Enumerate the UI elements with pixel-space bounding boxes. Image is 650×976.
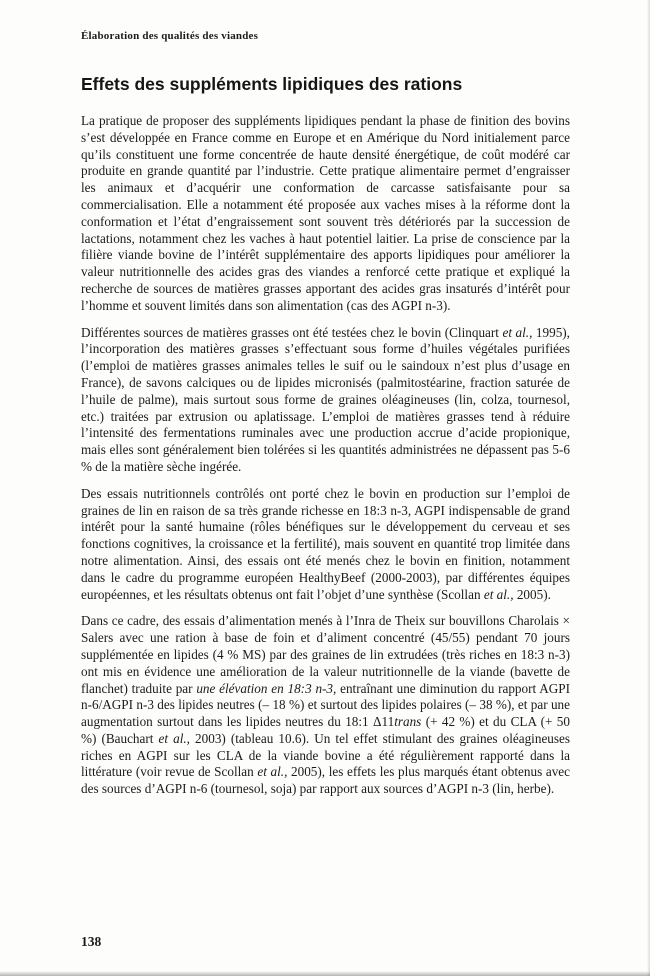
body-paragraphs <box>81 113 570 798</box>
italic-segment: une élévation en 18:3 n-3, <box>196 680 337 696</box>
text-segment: (+ 42 %) et du CLA (+ 50 %) (Bauchart <box>81 714 570 746</box>
italic-segment: trans <box>394 714 422 730</box>
italic-segment: et al., <box>158 730 190 746</box>
paragraph-3 <box>81 486 570 604</box>
paragraph-4 <box>81 613 570 798</box>
text-segment: 1995), l’incorporation des matières grasses s’effectuant sous forme d’huiles végétales purifiées (l’emploi de matières grasses animales telles le suif ou le saindoux n’est plus d’usage en France), de savons calciques ou de lipides micronisés (palmitostéarine, fraction saturée de l’huile de palme), mais surtout sous forme de graines oléagineuses (lin, colza, tournesol, etc.) traitées par extrusion ou aplatissage. L’emploi de matières grasses tend à réduire l’intensité des fermentations ruminales avec une production accrue d’acide propionique, mais elles sont généralement bien tolérées si les quantités administrées ne dépassent pas 5-6 % de la matière sèche ingérée. <box>81 324 570 474</box>
paragraph-1 <box>81 113 570 315</box>
page-content <box>81 0 570 808</box>
italic-segment: et al., <box>502 324 533 340</box>
page-number: 138 <box>81 934 102 949</box>
running-header: Élaboration des qualités des viandes <box>81 30 259 42</box>
text-segment: Des essais nutritionnels contrôlés ont porté chez le bovin en production sur l’emploi de graines de lin en raison de sa très grande richesse en 18:3 n-3, AGPI indispensable de grand intérêt pour la santé humaine (rôles bénéfiques sur le développement du cerveau et ses fonctions cognitives, la croissance et la fertilité), mais souvent en quantité trop limitée dans notre alimentation. Ainsi, des essais ont été menés chez le bovin en finition, notamment dans le cadre du programme européen HealthyBeef (2000-2003), par différentes équipes européennes, et les résultats obtenus ont fait l’objet d’une synthèse (Scollan <box>81 485 570 602</box>
text-segment: Différentes sources de matières grasses ont été testées chez le bovin (Clinquart <box>81 324 503 340</box>
text-segment: La pratique de proposer des suppléments lipidiques pendant la phase de finition des bovins s’est développée en France comme en Europe et en Amérique du Nord initialement parce qu’ils constituent une forme concentrée de haute densité énergétique, de coût modéré car produite en grande quantité par l’industrie. Cette pratique alimentaire permet d’engraisser les animaux et d’acquérir une conformation de carcasse satisfaisante pour sa commercialisation. Elle a notamment été proposée aux vaches mises à la réforme dont la conformation et l’état d’engraissement sont souvent très détériorés par la succession de lactations, notamment chez les vaches à haut potentiel laitier. La prise de conscience par la filière viande bovine de l’intérêt supplémentaire des apports lipidiques pour améliorer la valeur nutritionnelle des acides gras des viandes a renforcé cette pratique et expliqué la recherche de sources de matières grasses apportant des acides gras insaturés d’intérêt pour l’homme et souvent limités dans son alimentation (cas des AGPI n-3). <box>81 113 570 313</box>
text-segment: Dans ce cadre, des essais d’alimentation menés à l’Inra de Theix sur bouvillons Charolais × Salers avec une ration à base de foin et d’aliment concentré (45/55) pendant 70 jours supplémentée en lipides (4 % MS) par des graines de lin extrudées (très riches en 18:3 n-3) ont mis en évidence une amélioration de la valeur nutritionnelle de la viande (bavette de flanchet) traduite par <box>81 613 570 696</box>
section-title: Effets des suppléments lipidiques des rations <box>81 74 463 94</box>
italic-segment: et al., <box>483 586 514 602</box>
paragraph-2 <box>81 325 570 476</box>
text-segment: 2003) (tableau 10.6). Un tel effet stimulant des graines oléagineuses riches en AGPI sur les CLA de la viande bovine a été régulièrement rapporté dans la littérature (voir revue de Scollan <box>81 730 571 780</box>
italic-segment: et al., <box>257 764 288 780</box>
text-segment: entraînant une diminution du rapport AGPI n-6/AGPI n-3 des lipides neutres (– 18 %) et surtout des lipides polaires (– 38 %), et par une augmentation surtout dans les lipides neutres du 18:1 Δ11 <box>81 680 570 730</box>
page-edge-shadow-bottom <box>0 971 650 976</box>
text-segment: 2005), les effets les plus marqués étant obtenus avec des sources d’AGPI n-6 (tournesol, soja) par rapport aux sources d’AGPI n-3 (lin, herbe). <box>81 764 571 797</box>
text-segment: 2005). <box>513 586 551 602</box>
